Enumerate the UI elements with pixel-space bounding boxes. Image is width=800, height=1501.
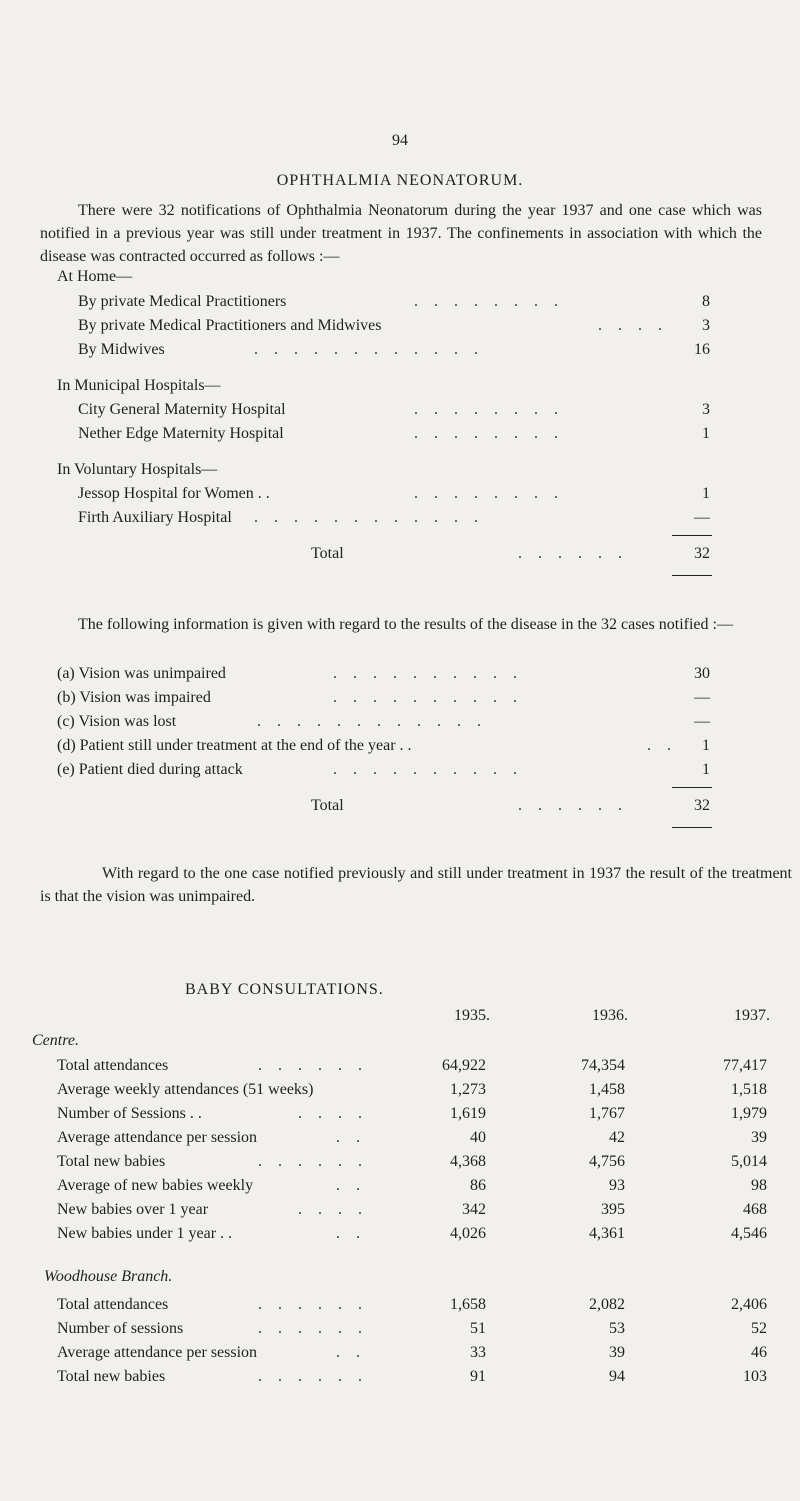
table-row — [0, 1368, 800, 1390]
list-item — [78, 509, 710, 531]
row-label: (b) Vision was impaired — [57, 689, 211, 706]
results-total-row — [57, 797, 710, 819]
cell-1937: 1,979 — [731, 1105, 767, 1122]
ophthalmia-title: OPHTHALMIA NEONATORUM. — [276, 172, 524, 189]
leader-dots: . . . . — [298, 1105, 368, 1122]
list-item — [78, 341, 710, 363]
row-value: 8 — [702, 293, 710, 310]
leader-dots: . . — [336, 1177, 366, 1194]
table-row — [0, 1320, 800, 1342]
cell-1937: 103 — [743, 1368, 767, 1385]
row-label: City General Maternity Hospital — [78, 401, 286, 418]
row-label: New babies over 1 year — [57, 1201, 209, 1218]
results-intro: The following information is given with regard to the results of the disease in the 32 cases notified :— — [78, 616, 733, 633]
row-value: 1 — [702, 737, 710, 754]
cell-1936: 39 — [609, 1344, 625, 1361]
row-label: Total new babies — [57, 1153, 166, 1170]
cell-1935: 33 — [470, 1344, 486, 1361]
baby-title: BABY CONSULTATIONS. — [185, 981, 384, 998]
leader-dots: . . . . . . . . . . — [333, 665, 523, 682]
cell-1936: 4,361 — [589, 1225, 625, 1242]
list-item — [78, 401, 710, 423]
cell-1935: 51 — [470, 1320, 486, 1337]
leader-dots: . . . . . . . . . . — [333, 761, 523, 778]
row-label: (a) Vision was unimpaired — [57, 665, 226, 682]
row-value: 30 — [694, 665, 710, 682]
row-value: 1 — [702, 761, 710, 778]
year-header: 1935. — [454, 1007, 490, 1024]
row-value: — — [694, 509, 710, 526]
cell-1935: 4,026 — [450, 1225, 486, 1242]
cell-1936: 94 — [609, 1368, 625, 1385]
cell-1935: 64,922 — [442, 1057, 486, 1074]
row-label: Jessop Hospital for Women . . — [78, 485, 270, 502]
cell-1937: 468 — [743, 1201, 767, 1218]
cell-1937: 46 — [751, 1344, 767, 1361]
leader-dots: . . . . . . . . . . — [333, 689, 523, 706]
cell-1937: 5,014 — [731, 1153, 767, 1170]
leader-dots: . . . . . . — [518, 545, 628, 562]
group-heading-municipal: In Municipal Hospitals— — [57, 377, 221, 394]
table-row — [0, 1225, 800, 1247]
results-total-rule-bottom — [672, 827, 712, 828]
leader-dots: . . . . . . . . . . . . — [257, 713, 487, 730]
cell-1936: 1,458 — [589, 1081, 625, 1098]
row-label: Average of new babies weekly — [57, 1177, 254, 1194]
row-value: 16 — [694, 341, 710, 358]
centre-heading: Centre. — [32, 1032, 79, 1049]
row-label: Total new babies — [57, 1368, 166, 1385]
table-row — [0, 1344, 800, 1366]
leader-dots: . . — [336, 1225, 366, 1242]
row-label: By Midwives — [78, 341, 165, 358]
cell-1935: 1,273 — [450, 1081, 486, 1098]
row-value: — — [694, 689, 710, 706]
total-label: Total — [311, 545, 344, 562]
results-total-rule-top — [672, 787, 712, 788]
table-row — [0, 1105, 800, 1127]
row-label: Total attendances — [57, 1296, 169, 1313]
cell-1936: 74,354 — [581, 1057, 625, 1074]
cell-1937: 2,406 — [731, 1296, 767, 1313]
ophthalmia-intro: There were 32 notifications of Ophthalmia Neonatorum during the year 1937 and one case which was notified in a previous year was still under treatment in 1937. The confinements in association with which the disease was contracted occurred as follows :— — [40, 202, 762, 265]
cell-1935: 91 — [470, 1368, 486, 1385]
cell-1937: 1,518 — [731, 1081, 767, 1098]
total-rule-top — [672, 535, 712, 536]
leader-dots: . . — [647, 737, 677, 754]
row-label: (d) Patient still under treatment at the end of the year . . — [57, 737, 412, 754]
year-header: 1936. — [592, 1007, 628, 1024]
cell-1937: 52 — [751, 1320, 767, 1337]
closing-paragraph: With regard to the one case notified previously and still under treatment in 1937 the result of the treatment is that the vision was unimpaired. — [40, 865, 792, 905]
leader-dots: . . — [336, 1129, 366, 1146]
table-row — [0, 1153, 800, 1175]
leader-dots: . . . . . . — [258, 1368, 368, 1385]
cell-1936: 2,082 — [589, 1296, 625, 1313]
table-row — [0, 1129, 800, 1151]
leader-dots: . . . . . . . . — [414, 425, 564, 442]
row-label: Average weekly attendances (51 weeks) — [57, 1081, 314, 1098]
list-item — [57, 713, 710, 735]
cell-1935: 86 — [470, 1177, 486, 1194]
row-label: Number of sessions — [57, 1320, 184, 1337]
leader-dots: . . . . — [298, 1201, 368, 1218]
table-row — [0, 1201, 800, 1223]
leader-dots: . . . . . . . . . . . . — [254, 341, 484, 358]
cell-1935: 342 — [462, 1201, 486, 1218]
row-label: Firth Auxiliary Hospital — [78, 509, 232, 526]
total-rule-bottom — [672, 575, 712, 576]
leader-dots: . . . . . . — [518, 797, 628, 814]
row-value: — — [694, 713, 710, 730]
list-item — [78, 317, 710, 339]
total-value: 32 — [694, 545, 710, 562]
cell-1936: 53 — [609, 1320, 625, 1337]
cell-1935: 1,658 — [450, 1296, 486, 1313]
cell-1937: 39 — [751, 1129, 767, 1146]
row-label: By private Medical Practitioners — [78, 293, 287, 310]
row-label: (c) Vision was lost — [57, 713, 177, 730]
row-label: Nether Edge Maternity Hospital — [78, 425, 284, 442]
cell-1936: 1,767 — [589, 1105, 625, 1122]
table-row — [0, 1057, 800, 1079]
leader-dots: . . . . . . . . — [414, 401, 564, 418]
group-heading-home: At Home— — [57, 268, 133, 285]
row-label: By private Medical Practitioners and Midwives — [78, 317, 382, 334]
cell-1937: 98 — [751, 1177, 767, 1194]
list-item — [78, 485, 710, 507]
row-value: 1 — [702, 485, 710, 502]
results-total-label: Total — [311, 797, 344, 814]
row-label: Number of Sessions . . — [57, 1105, 202, 1122]
group-heading-voluntary: In Voluntary Hospitals— — [57, 461, 218, 478]
leader-dots: . . . . . . . . . . . . — [254, 509, 484, 526]
year-header: 1937. — [734, 1007, 770, 1024]
list-item — [57, 689, 710, 711]
page-number: 94 — [392, 132, 408, 149]
leader-dots: . . . . . . — [258, 1320, 368, 1337]
list-item — [78, 425, 710, 447]
table-row — [0, 1296, 800, 1318]
table-row — [0, 1081, 800, 1103]
list-item — [78, 293, 710, 315]
row-label: Total attendances — [57, 1057, 169, 1074]
list-item — [57, 761, 710, 783]
row-label: New babies under 1 year . . — [57, 1225, 233, 1242]
cell-1936: 4,756 — [589, 1153, 625, 1170]
cell-1937: 77,417 — [723, 1057, 767, 1074]
table-row — [0, 1177, 800, 1199]
leader-dots: . . . . . . . . — [414, 485, 564, 502]
cell-1937: 4,546 — [731, 1225, 767, 1242]
leader-dots: . . . . — [598, 317, 668, 334]
leader-dots: . . . . . . . . — [414, 293, 564, 310]
cell-1936: 93 — [609, 1177, 625, 1194]
woodhouse-heading: Woodhouse Branch. — [44, 1268, 173, 1285]
cell-1935: 40 — [470, 1129, 486, 1146]
results-total-value: 32 — [694, 797, 710, 814]
leader-dots: . . . . . . — [258, 1296, 368, 1313]
leader-dots: . . . . . . — [258, 1153, 368, 1170]
leader-dots: . . — [336, 1344, 366, 1361]
leader-dots: . . . . . . — [258, 1057, 368, 1074]
list-item — [57, 665, 710, 687]
list-item — [57, 737, 710, 759]
cell-1936: 42 — [609, 1129, 625, 1146]
row-value: 3 — [702, 317, 710, 334]
row-label: (e) Patient died during attack — [57, 761, 243, 778]
row-label: Average attendance per session — [57, 1129, 258, 1146]
total-row — [78, 545, 710, 567]
row-label: Average attendance per session — [57, 1344, 258, 1361]
row-value: 1 — [702, 425, 710, 442]
row-value: 3 — [702, 401, 710, 418]
cell-1935: 4,368 — [450, 1153, 486, 1170]
cell-1935: 1,619 — [450, 1105, 486, 1122]
cell-1936: 395 — [601, 1201, 625, 1218]
